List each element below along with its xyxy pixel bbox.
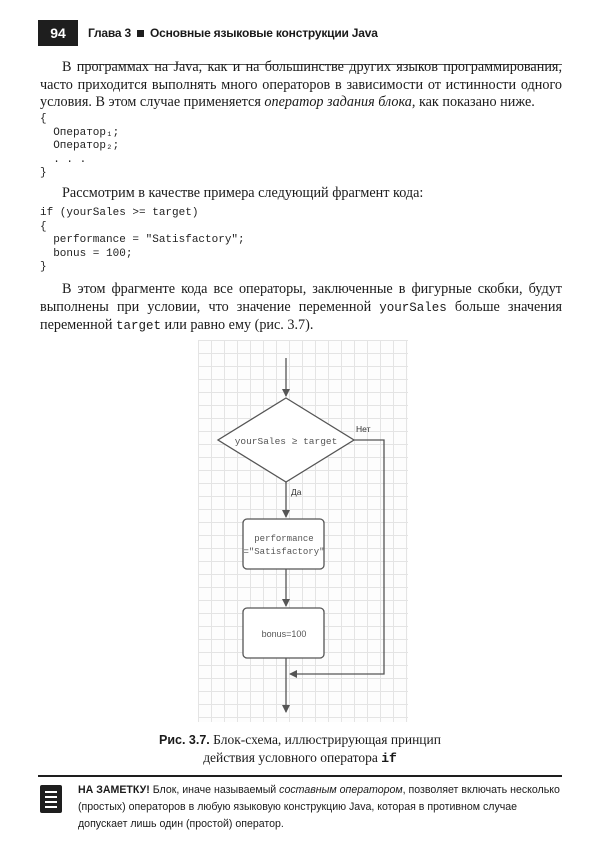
caption-text: Блок-схема, иллюстрирующая принцип	[209, 732, 441, 747]
note-text: , позволяет включать несколько (простых) операторов в любую языковую конструкцию Java, которая в противном случае допускает лишь один (простой) оператор.	[78, 784, 560, 830]
paragraph-block-statement	[40, 59, 562, 112]
running-header	[38, 20, 562, 46]
paragraph-text: или равно ему (рис. 3.7).	[161, 317, 314, 333]
paragraph-explanation	[40, 281, 562, 336]
term-italic: оператор задания блока	[264, 94, 412, 110]
paragraph-text: , как показано ниже.	[411, 94, 535, 110]
caption-code: if	[381, 751, 397, 766]
paragraph-example-intro: Рассмотрим в качестве примера следующий фрагмент кода:	[62, 185, 424, 201]
square-bullet-icon	[137, 30, 144, 37]
yes-label: Да	[291, 487, 302, 497]
bonus-text: bonus=100	[261, 629, 307, 639]
code-block-generic: { Оператор₁; Оператор₂; . . . }	[40, 113, 120, 179]
chapter-number: Глава 3	[88, 26, 132, 40]
note-paragraph	[78, 782, 562, 833]
note-label: НА ЗАМЕТКУ!	[78, 784, 150, 796]
condition-text: yourSales ≥ target	[234, 436, 338, 447]
flowchart-figure	[198, 340, 408, 722]
note-text: Блок, иначе называемый	[149, 784, 280, 796]
note-document-icon	[40, 785, 62, 813]
paragraph-text: В программах на Java, как и на большинстве других языков программирования, часто приходится выполнять много операторов в зависимости от истинности одного условия. В этом случае применяется	[40, 59, 562, 110]
caption-label: Рис. 3.7.	[159, 733, 210, 747]
note-rule	[38, 775, 562, 777]
performance-box	[243, 519, 324, 569]
code-block-if: if (yourSales >= target) { performance = "Satisfactory"; bonus = 100; }	[40, 207, 245, 273]
caption-line1	[120, 731, 480, 749]
figure-caption	[120, 731, 480, 767]
caption-text: действия условного оператора	[203, 750, 382, 765]
note-italic: составным оператором	[279, 784, 403, 796]
inline-code-target: target	[115, 319, 161, 333]
paragraph-text: больше значения переменной	[40, 298, 563, 333]
paragraph-text: В этом фрагменте кода все операторы, заключенные в фигурные скобки, будут выполнены при условии, что значение переменной	[40, 281, 562, 315]
no-label: Нет	[356, 424, 371, 434]
chapter-title: Основные языковые конструкции Java	[150, 26, 378, 40]
chapter-heading	[88, 20, 378, 46]
page-number: 94	[38, 20, 78, 46]
performance-text-line1: performance	[254, 534, 314, 544]
inline-code-yoursales: yourSales	[379, 300, 447, 315]
caption-line2	[120, 749, 480, 767]
flowchart-diagram	[198, 340, 408, 722]
performance-text-line2: ="Satisfactory"	[243, 547, 325, 557]
